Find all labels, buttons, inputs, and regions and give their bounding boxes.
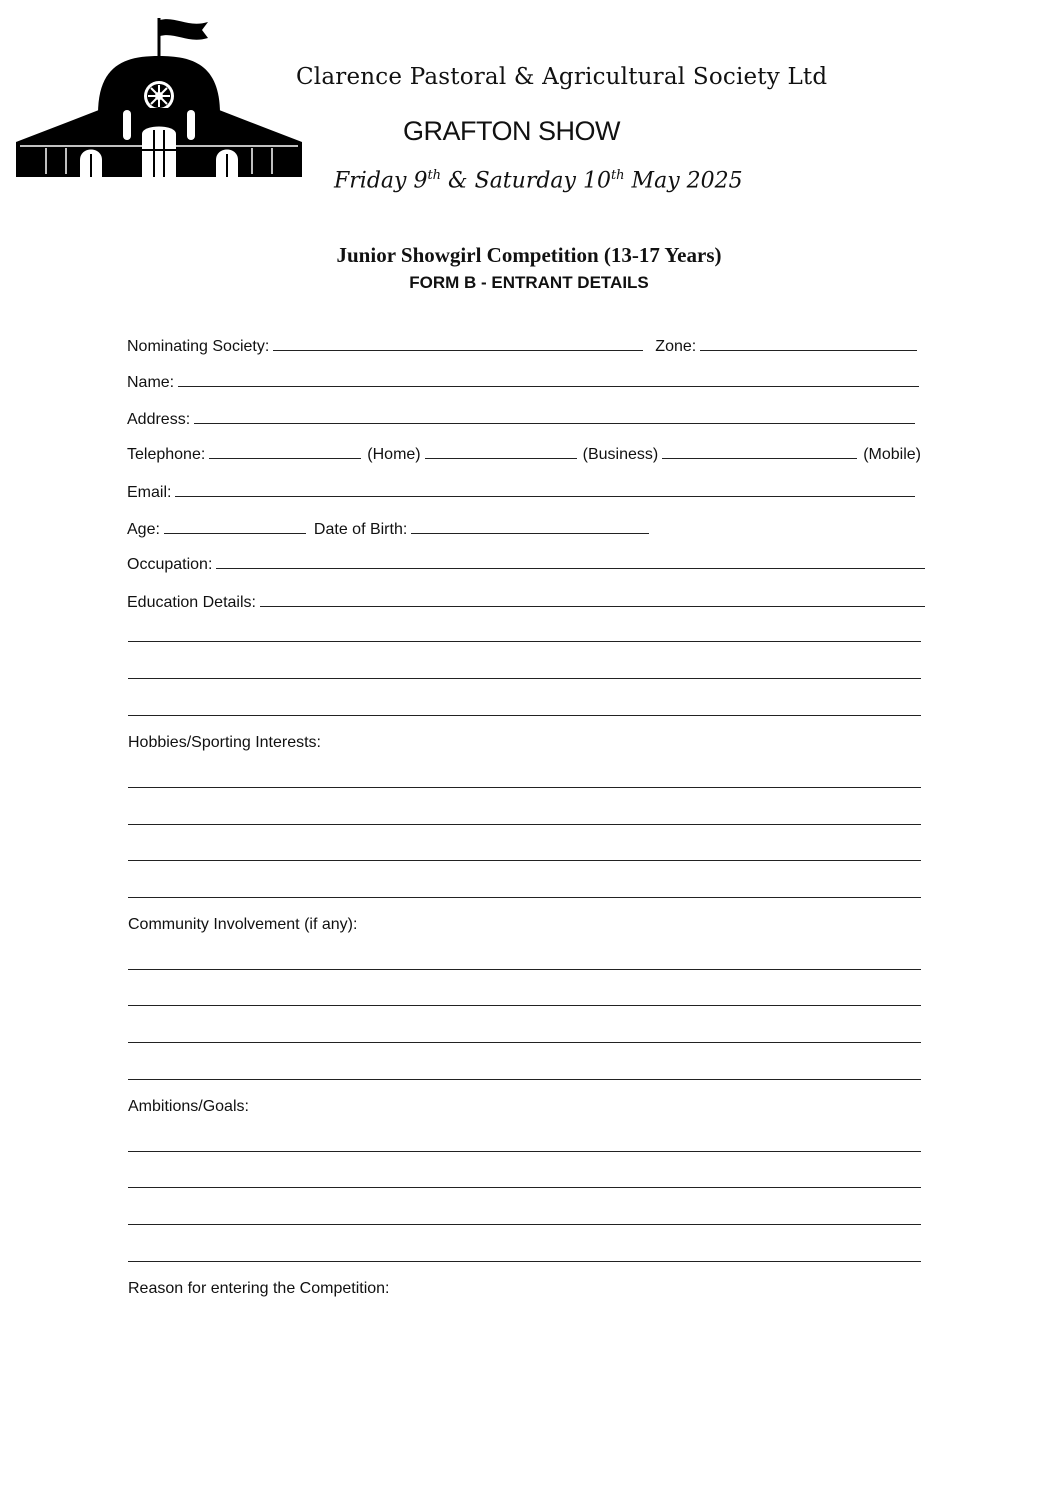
education-row: [127, 588, 925, 612]
name-row: [127, 368, 925, 392]
education-field[interactable]: [260, 606, 925, 607]
occupation-label: Occupation:: [127, 556, 213, 573]
show-name: GRAFTON SHOW: [403, 116, 621, 146]
email-label: Email:: [127, 484, 172, 501]
education-line[interactable]: [128, 641, 921, 642]
date-sup-1: th: [427, 168, 442, 183]
nominating-society-field[interactable]: [273, 350, 643, 351]
hobbies-line[interactable]: [128, 860, 921, 861]
business-phone-field[interactable]: [425, 458, 577, 459]
mobile-phone-field[interactable]: [662, 458, 857, 459]
ambitions-line[interactable]: [128, 1224, 921, 1225]
zone-label: Zone:: [655, 338, 697, 355]
nominating-society-label: Nominating Society:: [127, 338, 270, 355]
competition-title: Junior Showgirl Competition (13-17 Years): [336, 243, 722, 267]
dob-field[interactable]: [411, 533, 649, 534]
occupation-row: [127, 550, 925, 574]
address-label: Address:: [127, 411, 191, 428]
home-label: (Home): [367, 446, 421, 463]
name-field[interactable]: [178, 386, 919, 387]
age-dob-row: [127, 515, 925, 539]
date-part-1: Friday 9: [334, 168, 428, 194]
zone-field[interactable]: [700, 350, 917, 351]
community-line[interactable]: [128, 1005, 921, 1006]
date-part-2: & Saturday 10: [441, 168, 611, 194]
education-label: Education Details:: [127, 594, 256, 611]
form-title: FORM B - ENTRANT DETAILS: [409, 273, 649, 292]
name-label: Name:: [127, 374, 175, 391]
community-line[interactable]: [128, 1042, 921, 1043]
nominating-society-row: [127, 332, 925, 356]
address-field[interactable]: [194, 423, 915, 424]
ambitions-line[interactable]: [128, 1187, 921, 1188]
show-dates: [334, 168, 743, 193]
hobbies-label: Hobbies/Sporting Interests:: [128, 734, 321, 751]
occupation-field[interactable]: [216, 568, 925, 569]
home-phone-field[interactable]: [209, 458, 361, 459]
pavilion-logo-icon: [16, 14, 304, 180]
education-line[interactable]: [128, 715, 921, 716]
community-label: Community Involvement (if any):: [128, 916, 358, 933]
reason-label: Reason for entering the Competition:: [128, 1280, 390, 1297]
age-field[interactable]: [164, 533, 306, 534]
ambitions-line[interactable]: [128, 1261, 921, 1262]
mobile-label: (Mobile): [863, 446, 921, 463]
education-line[interactable]: [128, 678, 921, 679]
community-line[interactable]: [128, 1079, 921, 1080]
ambitions-label: Ambitions/Goals:: [128, 1098, 249, 1115]
date-sup-2: th: [610, 168, 625, 183]
hobbies-line[interactable]: [128, 824, 921, 825]
telephone-row: [127, 440, 925, 464]
telephone-label: Telephone:: [127, 446, 206, 463]
hobbies-line[interactable]: [128, 787, 921, 788]
email-row: [127, 478, 925, 502]
address-row: [127, 405, 925, 429]
hobbies-line[interactable]: [128, 897, 921, 898]
business-label: (Business): [582, 446, 659, 463]
date-part-3: May 2025: [624, 168, 743, 194]
community-line[interactable]: [128, 969, 921, 970]
ambitions-line[interactable]: [128, 1151, 921, 1152]
email-field[interactable]: [175, 496, 915, 497]
dob-label: Date of Birth:: [313, 521, 408, 538]
age-label: Age:: [127, 521, 160, 538]
organisation-name: Clarence Pastoral & Agricultural Society Ltd: [296, 64, 828, 90]
